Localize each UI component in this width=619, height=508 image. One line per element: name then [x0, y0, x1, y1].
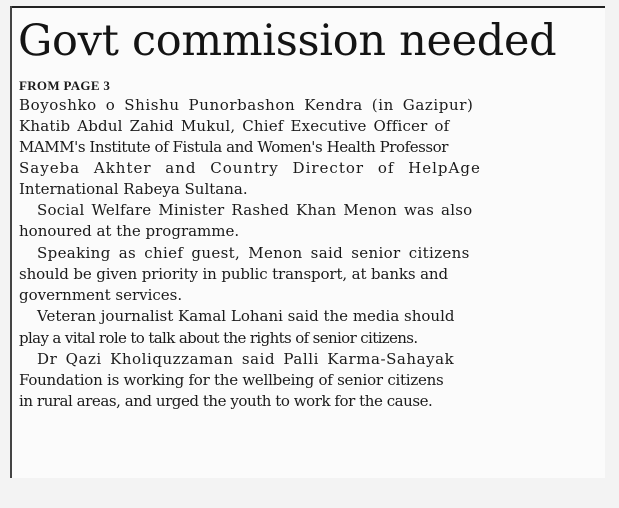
left-rule — [10, 6, 12, 478]
jump-label: FROM PAGE 3 — [19, 78, 111, 93]
article-line: Foundation is working for the wellbeing of senior citizens — [19, 371, 444, 389]
article-line: honoured at the programme. — [19, 222, 240, 240]
article-line: Speaking as chief guest, Menon said senior citizens — [37, 244, 470, 262]
article-line: should be given priority in public transport, at banks and — [19, 265, 448, 283]
top-rule — [10, 6, 605, 8]
article-line: in rural areas, and urged the youth to work for the cause. — [19, 392, 433, 410]
article-line: play a vital role to talk about the rights of senior citizens. — [19, 329, 418, 347]
article-line: Sayeba Akhter and Country Director of HelpAge — [19, 159, 481, 177]
article-line: government services. — [19, 286, 183, 304]
article-line: Dr Qazi Kholiquzzaman said Palli Karma-Sahayak — [37, 350, 455, 368]
article-line: Boyoshko o Shishu Punorbashon Kendra (in Gazipur) — [19, 96, 474, 114]
headline: Govt commission needed — [18, 16, 557, 66]
article-line: Veteran journalist Kamal Lohani said the media should — [37, 307, 455, 325]
article-line: International Rabeya Sultana. — [19, 180, 248, 198]
article-line: Khatib Abdul Zahid Mukul, Chief Executive Officer of — [19, 117, 450, 135]
article-line: Social Welfare Minister Rashed Khan Menon was also — [37, 201, 473, 219]
article-line: MAMM's Institute of Fistula and Women's Health Professor — [19, 138, 449, 156]
newspaper-clipping — [10, 6, 605, 478]
